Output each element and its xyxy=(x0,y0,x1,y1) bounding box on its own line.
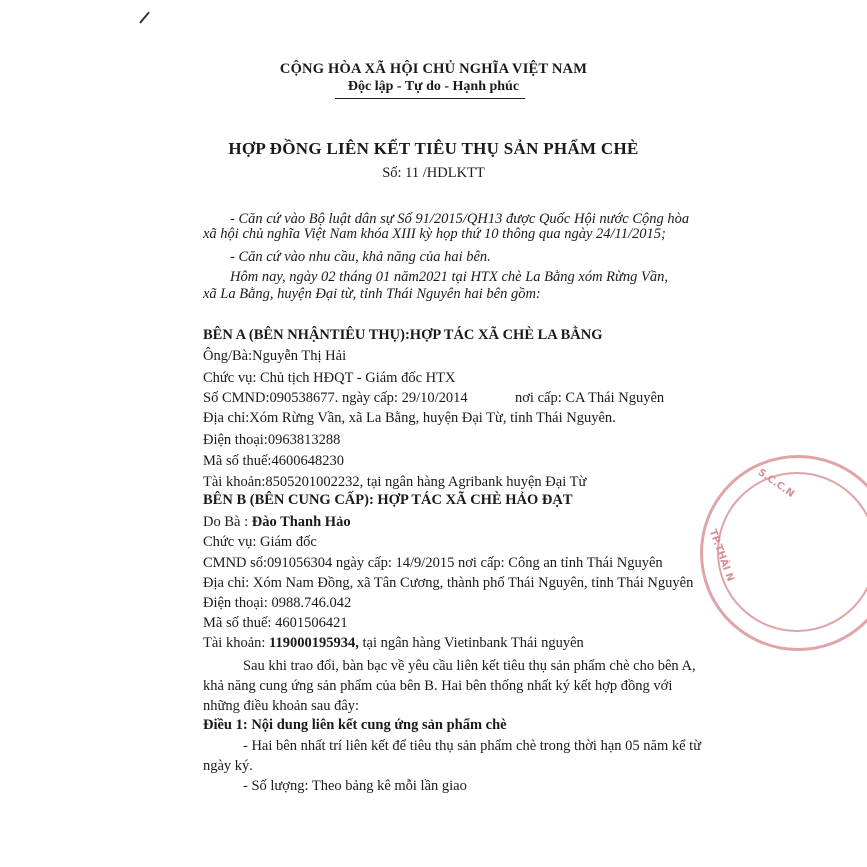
party-b-heading-name: HỢP TÁC XÃ CHÈ HẢO ĐẠT xyxy=(377,492,573,508)
today-line-2: xã La Bằng, huyện Đại từ, tỉnh Thái Nguyên hai bên gồm: xyxy=(203,286,541,302)
party-b-name-value: Đào Thanh Hảo xyxy=(251,514,351,530)
agreement-intro-line-3: những điều khoản sau đây: xyxy=(203,698,360,714)
party-a-heading: BÊN A (BÊN NHẬNTIÊU THỤ):HỢP TÁC XÃ CHÈ LA BẰNG xyxy=(203,327,603,343)
basis-2: - Căn cứ vào nhu cầu, khả năng của hai bên. xyxy=(230,249,491,265)
party-b-account xyxy=(203,634,584,652)
party-b-position: Chức vụ: Giám đốc xyxy=(203,534,317,550)
party-b-heading xyxy=(203,491,573,509)
party-b-address: Địa chỉ: Xóm Nam Đồng, xã Tân Cương, thành phố Thái Nguyên, tỉnh Thái Nguyên xyxy=(203,575,694,591)
clause-2: - Số lượng: Theo bảng kê mỗi lần giao xyxy=(243,778,467,794)
party-b-name xyxy=(203,513,351,531)
party-b-heading-label: BÊN B (BÊN CUNG CẤP): xyxy=(203,492,374,508)
contract-number: Số: 11 /HDLKTT xyxy=(382,165,485,181)
party-b-account-bank: tại ngân hàng Vietinbank Thái nguyên xyxy=(358,635,584,651)
party-b-account-label: Tài khoản: xyxy=(203,635,270,651)
party-b-account-value: 119000195934, xyxy=(269,635,359,651)
party-a-id-date: ngày cấp: 29/10/2014 xyxy=(342,390,468,406)
party-b-id: CMND số:091056304 ngày cấp: 14/9/2015 nơi cấp: Công an tỉnh Thái Nguyên xyxy=(203,555,663,571)
party-a-account: Tài khoản:8505201002232, tại ngân hàng Agribank huyện Đại Từ xyxy=(203,474,587,490)
party-a-address: Địa chỉ:Xóm Rừng Vần, xã La Bằng, huyện Đại Từ, tỉnh Thái Nguyên. xyxy=(203,410,616,426)
motto: Độc lập - Tự do - Hạnh phúc xyxy=(347,79,520,94)
basis-1-line-1: - Căn cứ vào Bộ luật dân sự Số 91/2015/QH13 được Quốc Hội nước Cộng hòa xyxy=(230,211,690,227)
basis-1-line-2: xã hội chủ nghĩa Việt Nam khóa XIII kỳ họp thứ 10 thông qua ngày 24/11/2015; xyxy=(203,226,666,242)
clause-1-line-1: - Hai bên nhất trí liên kết để tiêu thụ sản phẩm chè trong thời hạn 05 năm kể từ xyxy=(243,738,702,754)
party-a-id-place: nơi cấp: CA Thái Nguyên xyxy=(515,390,665,406)
agreement-intro-line-1: Sau khi trao đổi, bàn bạc về yêu cầu liên kết tiêu thụ sản phẩm chè cho bên A, xyxy=(243,658,696,674)
article-1-heading: Điều 1: Nội dung liên kết cung ứng sản phẩm chè xyxy=(203,717,507,733)
seal-text-side: TP.THÁI N xyxy=(706,528,736,584)
party-a-id-number: Số CMND:090538677. xyxy=(203,390,339,406)
pen-mark xyxy=(139,12,150,24)
official-seal xyxy=(700,455,867,651)
seal-text-top: S.C.C.N xyxy=(755,467,797,500)
today-line-1: Hôm nay, ngày 02 tháng 01 năm2021 tại HTX chè La Bằng xóm Rừng Vần, xyxy=(230,269,669,285)
party-a-tax: Mã số thuế:4600648230 xyxy=(203,453,344,469)
party-b-phone: Điện thoại: 0988.746.042 xyxy=(203,595,352,611)
party-b-name-label: Do Bà : xyxy=(203,514,252,530)
party-a-position: Chức vụ: Chủ tịch HĐQT - Giám đốc HTX xyxy=(203,370,456,386)
clause-1-line-2: ngày ký. xyxy=(203,758,253,774)
contract-title: HỢP ĐỒNG LIÊN KẾT TIÊU THỤ SẢN PHẨM CHÈ xyxy=(228,139,639,158)
country-header: CỘNG HÒA XÃ HỘI CHỦ NGHĨA VIỆT NAM xyxy=(279,61,588,77)
agreement-intro-line-2: khả năng cung ứng sản phẩm của bên B. Hai bên thống nhất ký kết hợp đồng với xyxy=(203,678,673,694)
party-a-name: Ông/Bà:Nguyễn Thị Hải xyxy=(203,348,347,364)
party-a-phone: Điện thoại:0963813288 xyxy=(203,432,341,448)
party-b-tax: Mã số thuế: 4601506421 xyxy=(203,615,348,631)
motto-underline xyxy=(335,98,525,99)
